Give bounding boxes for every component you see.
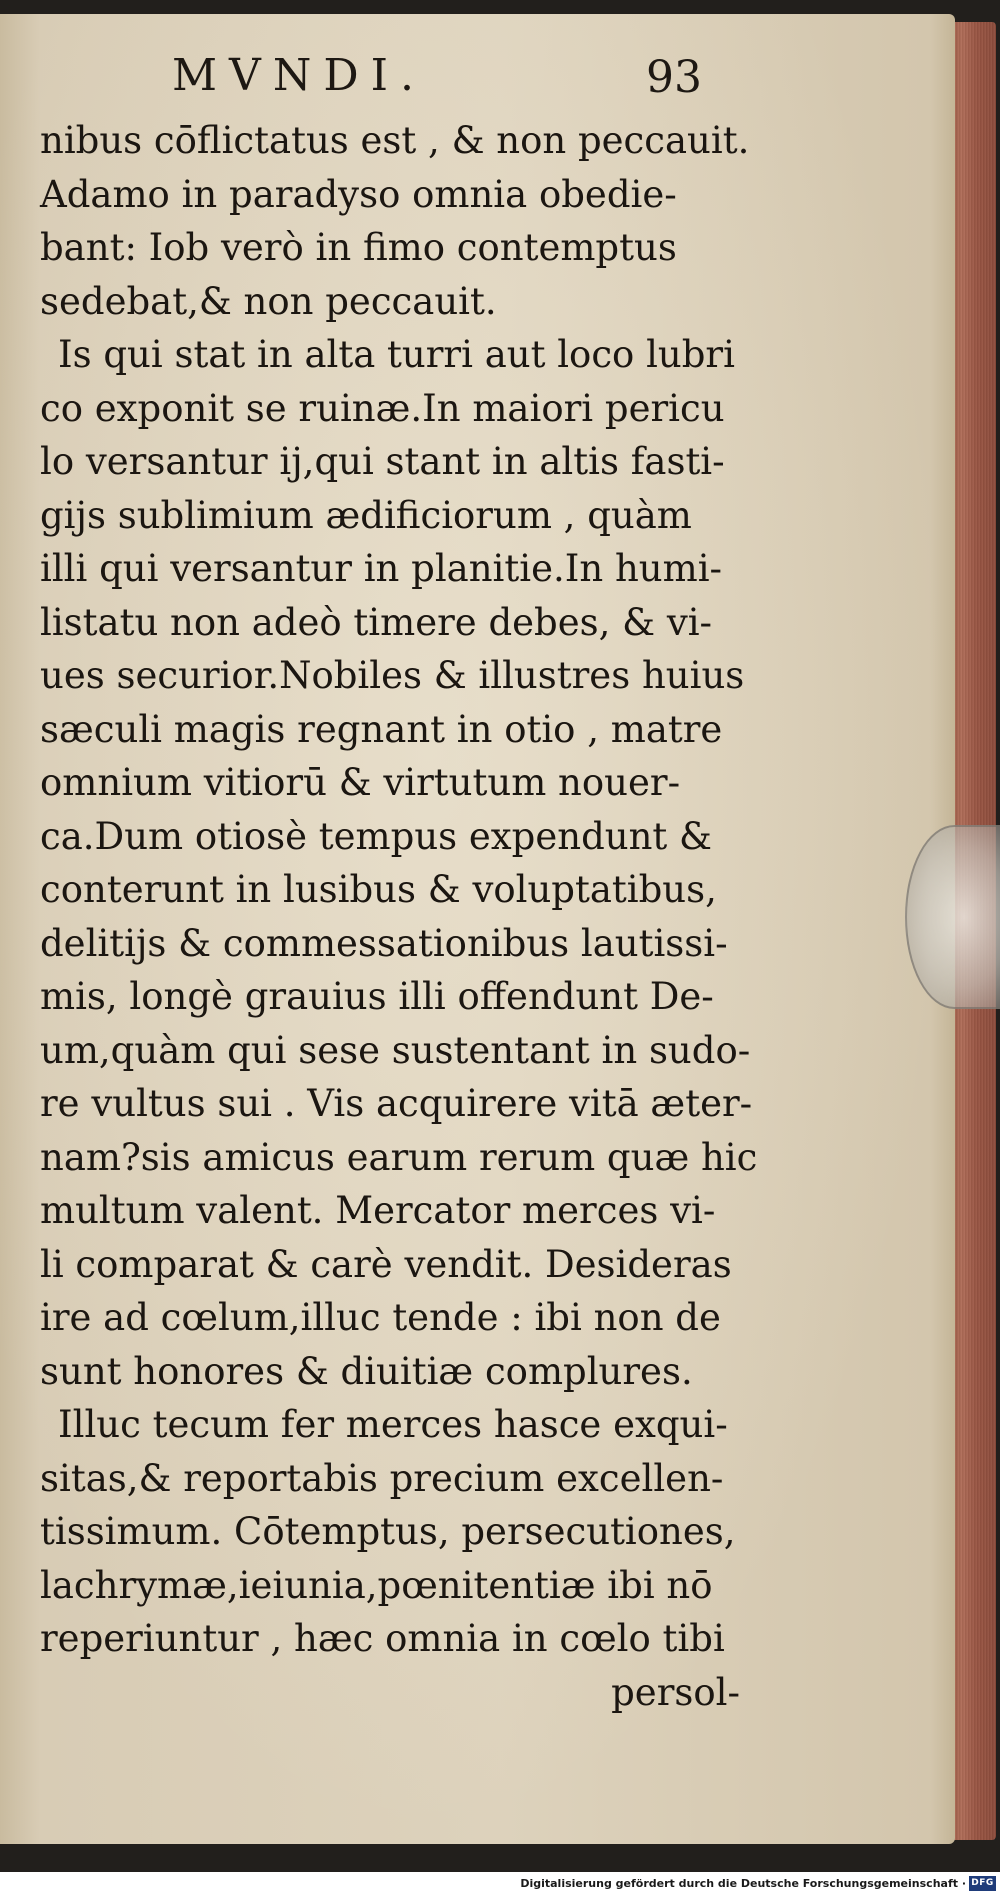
text-line: Adamo in paradyso omnia obedie- bbox=[40, 172, 677, 216]
text-line: delitijs & commessationibus lautissi- bbox=[40, 921, 728, 965]
text-line: li comparat & carè vendit. Desideras bbox=[40, 1242, 732, 1286]
text-line: illi qui versantur in planitie.In humi- bbox=[40, 547, 723, 590]
page-header bbox=[0, 50, 955, 120]
body-text bbox=[40, 114, 758, 1719]
text-line: sedebat,& non peccauit. bbox=[40, 279, 497, 323]
text-line: Is qui stat in alta turri aut loco lubri bbox=[58, 333, 735, 376]
text-line: ca.Dum otiosè tempus expendunt & bbox=[40, 814, 712, 858]
text-line: lo versantur ij,qui stant in altis fasti- bbox=[40, 440, 725, 483]
dfg-logo-icon: DFG bbox=[969, 1876, 996, 1891]
text-line: mis, longè grauius illi offendunt De- bbox=[40, 975, 714, 1018]
text-line: omnium vitiorū & virtutum nouer- bbox=[40, 761, 681, 804]
text-line: ire ad cœlum,illuc tende : ibi non de bbox=[40, 1296, 721, 1339]
catchword: persol- bbox=[611, 1670, 740, 1714]
funding-credit: Digitalisierung gefördert durch die Deutsche Forschungsgemeinschaft · bbox=[520, 1877, 966, 1890]
page-number: 93 bbox=[646, 52, 702, 103]
text-line: nibus cōflictatus est , & non peccauit. bbox=[40, 119, 750, 162]
page-clip bbox=[905, 825, 1000, 1009]
text-line: multum valent. Mercator merces vi- bbox=[40, 1189, 716, 1232]
book-page bbox=[0, 14, 955, 1844]
text-line: bant: Iob verò in fimo contemptus bbox=[40, 226, 677, 269]
text-line: nam?sis amicus earum rerum quæ hic bbox=[40, 1135, 758, 1179]
text-line: tissimum. Cōtemptus, persecutiones, bbox=[40, 1510, 736, 1553]
text-line: listatu non adeò timere debes, & vi- bbox=[40, 600, 713, 644]
text-line: um,quàm qui sese sustentant in sudo- bbox=[40, 1028, 751, 1072]
text-line: co exponit se ruinæ.In maiori pericu bbox=[40, 386, 725, 430]
text-line: sunt honores & diuitiæ complures. bbox=[40, 1349, 693, 1393]
text-line: sæculi magis regnant in otio , matre bbox=[40, 707, 723, 751]
running-title: MVNDI. bbox=[172, 50, 426, 101]
text-line: gijs sublimium ædificiorum , quàm bbox=[40, 493, 692, 537]
digitization-footer bbox=[0, 1872, 1000, 1897]
text-line: reperiuntur , hæc omnia in cœlo tibi bbox=[40, 1617, 725, 1660]
text-line: ues securior.Nobiles & illustres huius bbox=[40, 654, 745, 697]
text-line: Illuc tecum fer merces hasce exqui- bbox=[58, 1403, 728, 1446]
text-line: conterunt in lusibus & voluptatibus, bbox=[40, 868, 717, 911]
text-line: sitas,& reportabis precium excellen- bbox=[40, 1456, 724, 1500]
text-line: lachrymæ,ieiunia,pœnitentiæ ibi nō bbox=[40, 1563, 713, 1607]
text-line: re vultus sui . Vis acquirere vitā æter- bbox=[40, 1082, 753, 1125]
